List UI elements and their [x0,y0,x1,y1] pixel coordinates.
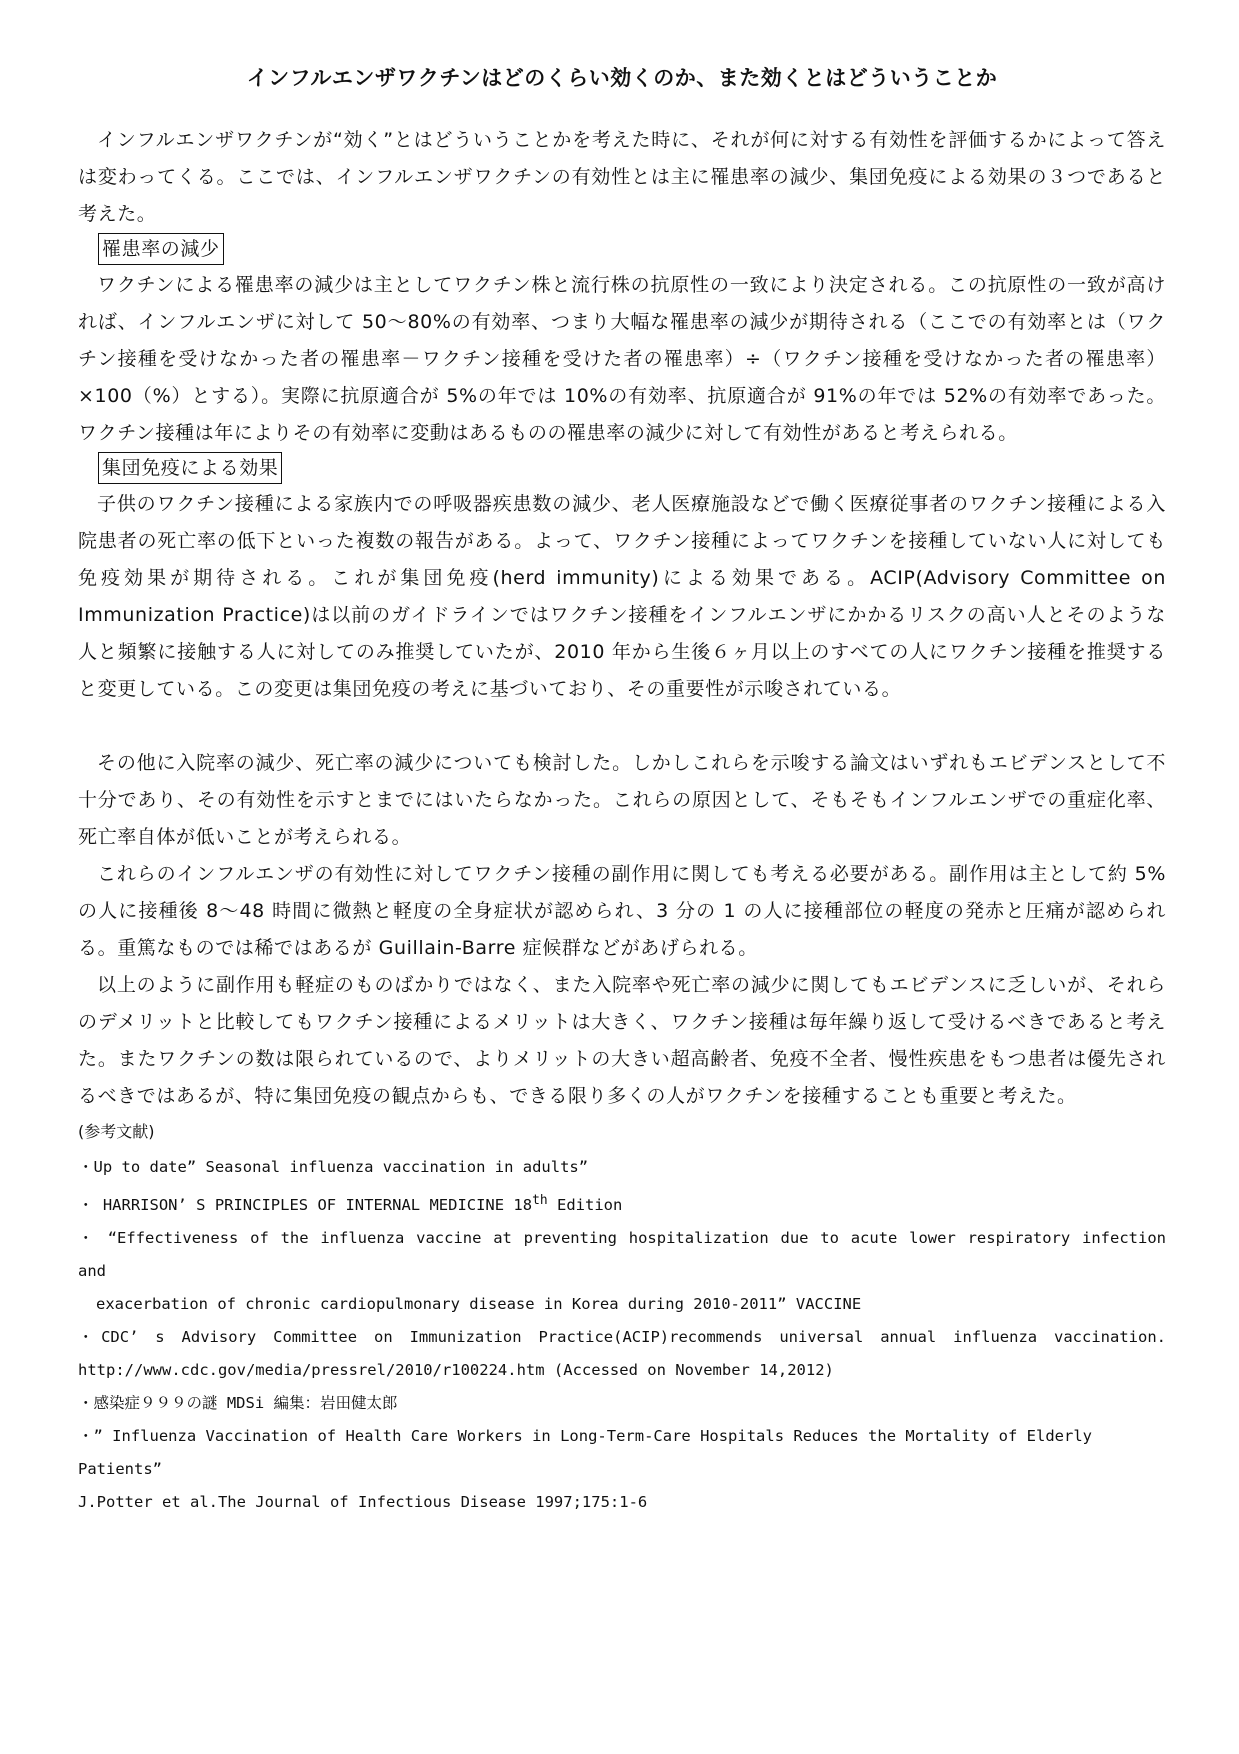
paragraph-hospitalization: その他に入院率の減少、死亡率の減少についても検討した。しかしこれらを示唆する論文はいずれもエビデンスとして不十分であり、その有効性を示すとまでにはいたらなかった。これらの原因として、そもそもインフルエンザでの重症化率、死亡率自体が低いことが考えられる。 [78,752,1166,848]
reference-item: ・Up to date” Seasonal influenza vaccination in adults” [78,1158,589,1176]
reference-item: ・感染症９９９の謎 MDSi 編集：岩田健太郎 [78,1394,398,1413]
paragraph-conclusion: 以上のように副作用も軽症のものばかりではなく、また入院率や死亡率の減少に関してもエビデンスに乏しいが、それらのデメリットと比較してもワクチン接種によるメリットは大きく、ワクチン接種は毎年繰り返して受けるべきであると考えた。またワクチンの数は限られているので、よりメリットの大きい超高齢者、免疫不全者、慢性疾患をもつ患者は優先されるべきではあるが、特に集団免疫の観点からも、できる限り多くの人がワクチンを接種することも重要と考えた。 [78,974,1166,1107]
section-heading-row [98,233,1166,267]
section-heading-incidence: 罹患率の減少 [98,233,224,265]
paragraph-side-effects: これらのインフルエンザの有効性に対してワクチン接種の副作用に関しても考える必要がある。副作用は主として約 5%の人に接種後 8～48 時間に微熱と軽度の全身症状が認められ、3 分の 1 の人に接種部位の軽度の発赤と圧痛が認められる。重篤なものでは稀ではあるが Guillain-Barre 症候群などがあげられる。 [78,863,1166,959]
reference-item: ・CDC’ s Advisory Committee on Immunization Practice(ACIP)recommends universal annual influenza vaccination. [78,1328,1166,1347]
references-heading: (参考文献) [78,1122,155,1141]
document-title: インフルエンザワクチンはどのくらい効くのか、また効くとはどういうことか [246,66,998,90]
reference-item-continued: exacerbation of chronic cardiopulmonary disease in Korea during 2010-2011” VACCINE [96,1295,862,1314]
references-section [78,1117,1166,1519]
reference-text: Edition [547,1196,623,1215]
intro-paragraph: インフルエンザワクチンが“効く”とはどういうことかを考えた時に、それが何に対する有効性を評価するかによって答えは変わってくる。ここでは、インフルエンザワクチンの有効性とは主に罹患率の減少、集団免疫による効果の３つであると考えた。 [78,129,1166,225]
section-heading-row [98,452,1166,486]
reference-item: ・” Influenza Vaccination of Health Care Workers in Long-Term-Care Hospitals Reduces the Mortality of Elderly Patients” [78,1427,1093,1479]
reference-url: http://www.cdc.gov/media/pressrel/2010/r100224.htm (Accessed on November 14,2012) [78,1361,834,1380]
reference-superscript: th [532,1193,548,1208]
reference-item-continued: J.Potter et al.The Journal of Infectious Disease 1997;175:1-6 [78,1493,648,1512]
reference-text: ・ HARRISON’ S PRINCIPLES OF INTERNAL MEDICINE 18 [78,1196,533,1215]
paragraph-spacer [78,708,1166,745]
document-page [78,62,1166,1519]
section-heading-herd-immunity: 集団免疫による効果 [98,452,282,484]
reference-item [78,1184,1166,1222]
section-body-incidence: ワクチンによる罹患率の減少は主としてワクチン株と流行株の抗原性の一致により決定される。この抗原性の一致が高ければ、インフルエンザに対して 50～80%の有効率、つまり大幅な罹患率の減少が期待される（ここでの有効率とは（ワクチン接種を受けなかった者の罹患率－ワクチン接種を受けた者の罹患率）÷（ワクチン接種を受けなかった者の罹患率）×100（%）とする）。実際に抗原適合が 5%の年では 10%の有効率、抗原適合が 91%の年では 52%の有効率であった。ワクチン接種は年によりその有効率に変動はあるものの罹患率の減少に対して有効性があると考えられる。 [78,274,1166,444]
section-body-herd-immunity: 子供のワクチン接種による家族内での呼吸器疾患数の減少、老人医療施設などで働く医療従事者のワクチン接種による入院患者の死亡率の低下といった複数の報告がある。よって、ワクチン接種によってワクチンを接種していない人に対しても免疫効果が期待される。これが集団免疫(herd immunity)による効果である。ACIP(Advisory Committee on Immunization Practice)は以前のガイドラインではワクチン接種をインフルエンザにかかるリスクの高い人とそのような人と頻繁に接触する人に対してのみ推奨していたが、2010 年から生後６ヶ月以上のすべての人にワクチン接種を推奨すると変更している。この変更は集団免疫の考えに基づいており、その重要性が示唆されている。 [78,493,1167,700]
reference-item: ・ “Effectiveness of the influenza vaccine at preventing hospitalization due to acute lower respiratory infection and [78,1229,1166,1281]
